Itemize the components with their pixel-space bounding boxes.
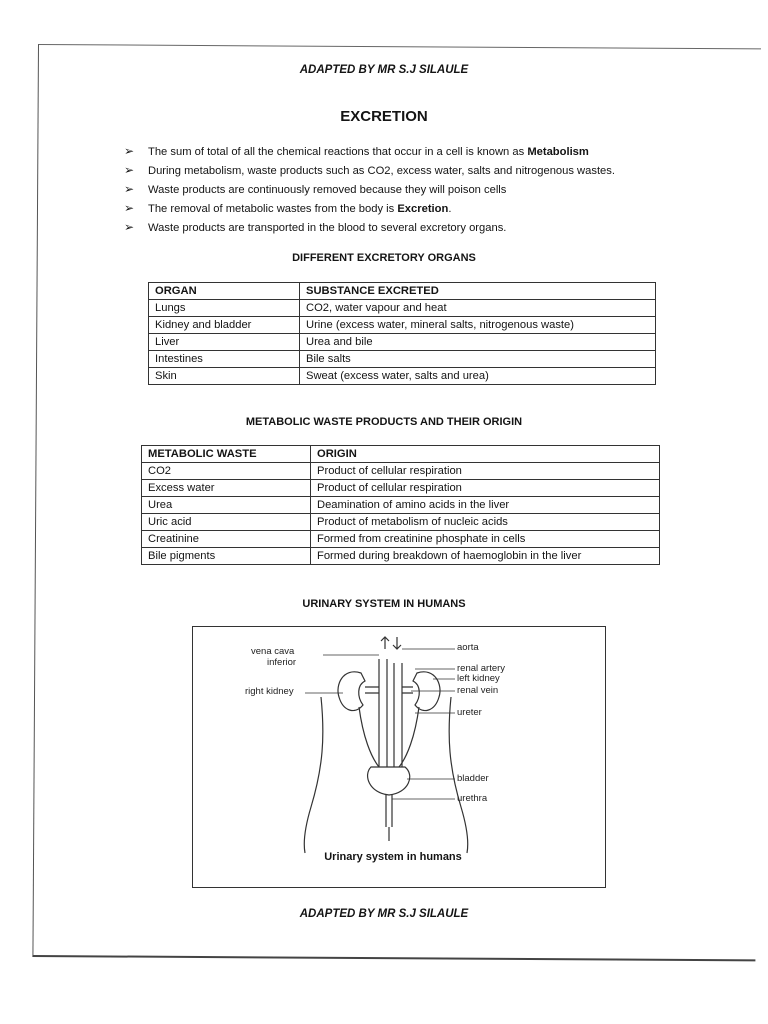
arrow-bullet-icon: ➢ [124, 182, 135, 196]
table-row [149, 351, 656, 368]
table-header-row [142, 446, 660, 463]
table-cell: Sweat (excess water, salts and urea) [300, 368, 656, 385]
bullet-item: ➢ The sum of total of all the chemical reactions that occur in a cell is known as Metabolism [124, 142, 724, 161]
bullet-item: ➢ During metabolism, waste products such as CO2, excess water, salts and nitrogenous wastes. [124, 161, 724, 180]
table-cell: Creatinine [142, 531, 311, 548]
page-title: EXCRETION [340, 108, 428, 125]
urinary-system-diagram [192, 626, 606, 888]
table-header-row [149, 283, 656, 300]
column-header: METABOLIC WASTE [142, 446, 311, 463]
table-cell: CO2, water vapour and heat [300, 300, 656, 317]
table-cell: Urea and bile [300, 334, 656, 351]
table-cell: Urea [142, 497, 311, 514]
renal-vessels [365, 687, 413, 693]
excretory-organs-table [148, 282, 656, 385]
label-urethra: urethra [457, 793, 488, 804]
arrow-bullet-icon: ➢ [124, 163, 135, 177]
bladder-shape [368, 767, 410, 795]
label-renal-artery: renal artery [457, 663, 506, 674]
table-cell: Formed during breakdown of haemoglobin in the liver [311, 548, 660, 565]
table-row [142, 480, 660, 497]
table-cell: Formed from creatinine phosphate in cells [311, 531, 660, 548]
label-renal-vein: renal vein [457, 685, 499, 696]
diagram-caption: Urinary system in humans [324, 851, 462, 863]
label-ureter: ureter [457, 707, 482, 718]
urethra-tube [386, 795, 392, 827]
column-header: ORIGIN [311, 446, 660, 463]
table-row [149, 300, 656, 317]
table-cell: Uric acid [142, 514, 311, 531]
bullet-item: ➢ The removal of metabolic wastes from the body is Excretion. [124, 199, 724, 218]
table-row [142, 548, 660, 565]
column-header: ORGAN [149, 283, 300, 300]
table-cell: Kidney and bladder [149, 317, 300, 334]
down-arrow-icon [393, 637, 401, 649]
table-cell: Product of metabolism of nucleic acids [311, 514, 660, 531]
column-header: SUBSTANCE EXCRETED [300, 283, 656, 300]
arrow-bullet-icon: ➢ [124, 201, 135, 215]
metabolic-waste-table [141, 445, 660, 565]
waste-section-title: METABOLIC WASTE PRODUCTS AND THEIR ORIGIN [245, 416, 523, 428]
table-cell: Skin [149, 368, 300, 385]
table-row [149, 334, 656, 351]
arrow-bullet-icon: ➢ [124, 220, 135, 234]
label-vena-cava: vena cava [251, 646, 295, 657]
bullet-list [124, 142, 724, 237]
right-ureter [359, 707, 379, 767]
table-cell: Bile salts [300, 351, 656, 368]
body-outline-left [304, 697, 323, 853]
table-cell: CO2 [142, 463, 311, 480]
label-inferior: inferior [267, 657, 297, 668]
table-cell: Product of cellular respiration [311, 480, 660, 497]
bullet-item: ➢ Waste products are transported in the blood to several excretory organs. [124, 218, 724, 237]
table-cell: Bile pigments [142, 548, 311, 565]
bullet-item: ➢ Waste products are continuously removed because they will poison cells [124, 180, 724, 199]
table-cell: Intestines [149, 351, 300, 368]
table-cell: Product of cellular respiration [311, 463, 660, 480]
up-arrow-icon [381, 637, 389, 649]
table-row [142, 514, 660, 531]
table-row [142, 531, 660, 548]
table-row [142, 497, 660, 514]
table-cell: Excess water [142, 480, 311, 497]
table-cell: Urine (excess water, mineral salts, nitrogenous waste) [300, 317, 656, 334]
right-kidney-shape [338, 672, 365, 711]
table-row [149, 317, 656, 334]
header-credit: ADAPTED BY MR S.J SILAULE [299, 64, 469, 76]
label-aorta: aorta [457, 642, 479, 653]
label-left-kidney: left kidney [457, 673, 500, 684]
footer-credit: ADAPTED BY MR S.J SILAULE [299, 908, 469, 920]
table-cell: Deamination of amino acids in the liver [311, 497, 660, 514]
table-row [149, 368, 656, 385]
label-right-kidney: right kidney [245, 686, 294, 697]
table-cell: Lungs [149, 300, 300, 317]
table-row [142, 463, 660, 480]
aorta-vessel [394, 663, 402, 767]
label-bladder: bladder [457, 773, 489, 784]
vena-cava-vessel [379, 659, 387, 767]
arrow-bullet-icon: ➢ [124, 144, 135, 158]
organs-section-title: DIFFERENT EXCRETORY ORGANS [292, 252, 476, 264]
urinary-system-drawing [193, 627, 605, 887]
urinary-section-title: URINARY SYSTEM IN HUMANS [302, 598, 466, 610]
table-cell: Liver [149, 334, 300, 351]
